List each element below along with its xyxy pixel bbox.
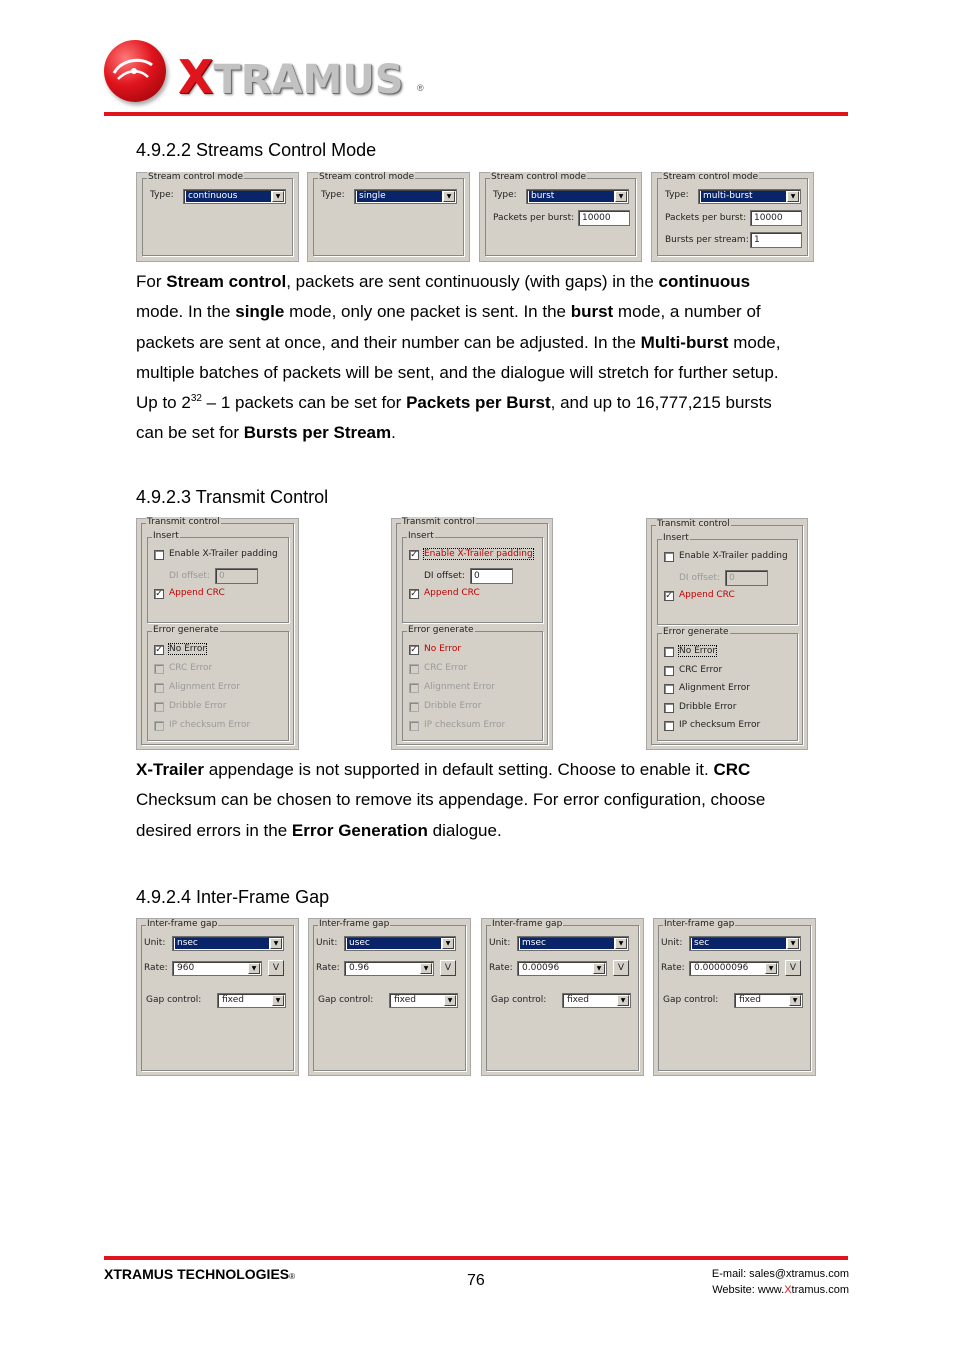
dropdown-arrow-icon[interactable]: ▼	[270, 938, 282, 949]
fieldset-legend: Inter-frame gap	[147, 919, 218, 929]
append-crc-label: Append CRC	[424, 588, 480, 598]
dropdown-arrow-icon[interactable]: ▼	[443, 191, 455, 202]
gap-control-label: Gap control:	[491, 995, 547, 1005]
unit-select[interactable]	[517, 936, 629, 951]
no-error-checkbox[interactable]	[664, 647, 674, 657]
packets-per-burst-input[interactable]: 10000	[578, 210, 630, 226]
footer-email: E-mail: sales@xtramus.com	[711, 1268, 849, 1280]
type-select[interactable]	[526, 189, 629, 204]
rate-apply-button[interactable]: V	[785, 960, 801, 976]
gap-control-select[interactable]	[734, 993, 803, 1008]
fieldset-legend: Transmit control	[402, 517, 475, 527]
xtrailer-checkbox[interactable]: ✓	[410, 550, 418, 560]
gap-control-select[interactable]	[562, 993, 631, 1008]
ip-checksum-error-checkbox[interactable]	[409, 721, 419, 731]
fieldset-legend: Stream control mode	[148, 172, 244, 182]
fieldset-legend: Stream control mode	[319, 172, 415, 182]
unit-select[interactable]	[344, 936, 456, 951]
no-error-checkbox[interactable]: ✓	[410, 645, 418, 655]
dropdown-arrow-icon[interactable]: ▼	[615, 938, 627, 949]
crc-error-label: CRC Error	[679, 665, 723, 675]
footer-company: XTRAMUS TECHNOLOGIES®	[104, 1266, 296, 1282]
alignment-error-checkbox[interactable]	[409, 683, 419, 693]
inter-frame-gap-panel-nsec	[136, 918, 299, 1076]
crc-error-checkbox[interactable]	[154, 664, 164, 674]
xtrailer-label: Enable X-Trailer padding	[679, 551, 788, 561]
rate-apply-button[interactable]: V	[268, 960, 284, 976]
append-crc-label: Append CRC	[679, 590, 735, 600]
dropdown-arrow-icon[interactable]: ▼	[444, 995, 456, 1006]
bursts-per-stream-input[interactable]: 1	[750, 232, 802, 248]
section-title-inter-frame-gap: 4.9.2.4 Inter-Frame Gap	[136, 887, 330, 907]
logo-wordmark: XTRAMUS	[178, 50, 404, 104]
dropdown-arrow-icon[interactable]: ▼	[615, 191, 627, 202]
gap-control-value: fixed	[739, 995, 761, 1005]
rate-label: Rate:	[316, 963, 340, 973]
page-number: 76	[467, 1272, 485, 1289]
gap-control-value: fixed	[222, 995, 244, 1005]
unit-label: Unit:	[144, 938, 166, 948]
gap-control-select[interactable]	[389, 993, 458, 1008]
alignment-error-checkbox[interactable]	[154, 683, 164, 693]
inter-frame-gap-panel-msec	[481, 918, 644, 1076]
dioffset-input[interactable]: 0	[470, 568, 513, 584]
bursts-per-stream-label: Bursts per stream:	[665, 235, 749, 245]
ip-checksum-error-checkbox[interactable]	[664, 721, 674, 731]
dropdown-arrow-icon[interactable]: ▼	[789, 995, 801, 1006]
unit-value: nsec	[175, 938, 269, 949]
no-error-label: No Error	[424, 644, 462, 654]
fieldset-legend: Insert	[408, 531, 434, 541]
stream-control-panel-continuous	[136, 172, 299, 262]
rate-label: Rate:	[661, 963, 685, 973]
transmit-control-description: X-Trailer appendage is not supported in default setting. Choose to enable it. CRC Checksum can be chosen to remove its appendage. For error configuration, choose desired errors in the Error Generation dialogue.	[136, 760, 766, 840]
header-rule	[104, 112, 848, 116]
gap-control-label: Gap control:	[663, 995, 719, 1005]
dioffset-label: DI offset:	[679, 573, 720, 583]
dropdown-arrow-icon[interactable]: ▼	[272, 191, 284, 202]
unit-label: Unit:	[489, 938, 511, 948]
inter-frame-gap-panel-usec	[308, 918, 471, 1076]
logo-registered-mark: ®	[417, 83, 424, 93]
unit-value: usec	[347, 938, 441, 949]
dioffset-input[interactable]: 0	[725, 570, 768, 586]
dribble-error-checkbox[interactable]	[154, 702, 164, 712]
packets-per-burst-input[interactable]: 10000	[750, 210, 802, 226]
type-label: Type:	[150, 190, 174, 200]
gap-control-select[interactable]	[217, 993, 286, 1008]
fieldset-legend: Inter-frame gap	[319, 919, 390, 929]
section-title-stream-control: 4.9.2.2 Streams Control Mode	[136, 140, 377, 160]
footer-contact	[712, 1267, 849, 1298]
append-crc-checkbox[interactable]: ✓	[155, 589, 163, 599]
fieldset-legend: Inter-frame gap	[492, 919, 563, 929]
ip-checksum-error-checkbox[interactable]	[154, 721, 164, 731]
xtrailer-checkbox[interactable]	[154, 550, 164, 560]
append-crc-label: Append CRC	[169, 588, 225, 598]
packets-per-burst-label: Packets per burst:	[493, 213, 575, 223]
dropdown-arrow-icon[interactable]: ▼	[765, 963, 777, 974]
dribble-error-label: Dribble Error	[169, 701, 227, 711]
no-error-label: No Error	[169, 644, 207, 654]
dropdown-arrow-icon[interactable]: ▼	[787, 938, 799, 949]
fieldset-legend: Error generate	[663, 627, 729, 637]
no-error-checkbox[interactable]: ✓	[155, 645, 163, 655]
dropdown-arrow-icon[interactable]: ▼	[420, 963, 432, 974]
unit-label: Unit:	[661, 938, 683, 948]
dropdown-arrow-icon[interactable]: ▼	[617, 995, 629, 1006]
fieldset-legend: Transmit control	[657, 519, 730, 529]
dropdown-arrow-icon[interactable]: ▼	[787, 191, 799, 202]
fieldset-legend: Stream control mode	[663, 172, 759, 182]
rate-value: 0.00096	[522, 963, 560, 973]
xtrailer-checkbox[interactable]	[664, 552, 674, 562]
rate-value: 960	[177, 963, 195, 973]
type-value: burst	[529, 191, 614, 202]
alignment-error-label: Alignment Error	[679, 683, 750, 693]
type-label: Type:	[493, 190, 517, 200]
dribble-error-label: Dribble Error	[679, 702, 737, 712]
gap-control-value: fixed	[567, 995, 589, 1005]
stream-control-panel-multi-burst	[651, 172, 814, 262]
type-label: Type:	[321, 190, 345, 200]
fieldset-legend: Inter-frame gap	[664, 919, 735, 929]
type-select[interactable]	[698, 189, 801, 204]
alignment-error-label: Alignment Error	[424, 682, 495, 692]
footer-website: Website: www.Xtramus.com	[712, 1283, 849, 1296]
footer-rule	[104, 1256, 848, 1260]
no-error-label: No Error	[679, 646, 717, 656]
transmit-control-panel-errors	[646, 518, 808, 750]
ip-checksum-error-label: IP checksum Error	[169, 720, 251, 730]
alignment-error-checkbox[interactable]	[664, 684, 674, 694]
fieldset-legend: Stream control mode	[491, 172, 587, 182]
xtrailer-label: Enable X-Trailer padding	[169, 549, 278, 559]
gap-control-label: Gap control:	[146, 995, 202, 1005]
inter-frame-gap-panel-sec	[653, 918, 816, 1076]
stream-control-description: For Stream control, packets are sent continuously (with gaps) in the continuous mode. In the single mode, only one packet is sent. In the burst mode, a number of packets are sent at once, and their number can be adjusted. In the Multi-burst mode, multiple batches of packets will be sent, and the dialogue will stretch for further setup. Up to $2^{32} - 1$ packets can be set for Packets per Burst, and up to 16,777,215 bursts can be set for Bursts per Stream.	[136, 272, 781, 443]
append-crc-checkbox[interactable]: ✓	[410, 589, 418, 599]
unit-select[interactable]	[172, 936, 284, 951]
dioffset-input[interactable]: 0	[215, 568, 258, 584]
type-value: multi-burst	[701, 191, 786, 202]
dropdown-arrow-icon[interactable]: ▼	[272, 995, 284, 1006]
dribble-error-checkbox[interactable]	[409, 702, 419, 712]
unit-label: Unit:	[316, 938, 338, 948]
unit-value: sec	[692, 938, 786, 949]
type-select[interactable]	[354, 189, 457, 204]
gap-control-label: Gap control:	[318, 995, 374, 1005]
transmit-control-panel-xtrailer	[391, 518, 553, 750]
crc-error-checkbox[interactable]	[664, 666, 674, 676]
fieldset-legend: Error generate	[408, 625, 474, 635]
rate-value: 0.96	[349, 963, 370, 973]
rate-label: Rate:	[489, 963, 513, 973]
rate-select[interactable]	[517, 961, 607, 976]
dropdown-arrow-icon[interactable]: ▼	[442, 938, 454, 949]
stream-control-panel-burst	[479, 172, 642, 262]
type-value: single	[357, 191, 442, 202]
crc-error-checkbox[interactable]	[409, 664, 419, 674]
packets-per-burst-label: Packets per burst:	[665, 213, 747, 223]
rate-apply-button[interactable]: V	[613, 960, 629, 976]
stream-control-panel-single	[307, 172, 470, 262]
ip-checksum-error-label: IP checksum Error	[424, 720, 506, 730]
dropdown-arrow-icon[interactable]: ▼	[593, 963, 605, 974]
section-title-transmit-control: 4.9.2.3 Transmit Control	[136, 487, 329, 507]
ip-checksum-error-label: IP checksum Error	[679, 720, 761, 730]
fieldset-legend: Error generate	[153, 625, 219, 635]
xtrailer-label: Enable X-Trailer padding	[424, 549, 533, 559]
rate-label: Rate:	[144, 963, 168, 973]
dropdown-arrow-icon[interactable]: ▼	[248, 963, 260, 974]
append-crc-checkbox[interactable]: ✓	[665, 591, 673, 601]
unit-select[interactable]	[689, 936, 801, 951]
type-value: continuous	[186, 191, 271, 202]
alignment-error-label: Alignment Error	[169, 682, 240, 692]
dioffset-label: DI offset:	[424, 571, 465, 581]
rate-value: 0.00000096	[694, 963, 749, 973]
crc-error-label: CRC Error	[169, 663, 213, 673]
fieldset-legend: Insert	[663, 533, 689, 543]
unit-value: msec	[520, 938, 614, 949]
dribble-error-checkbox[interactable]	[664, 703, 674, 713]
rate-select[interactable]	[172, 961, 262, 976]
rate-select[interactable]	[689, 961, 779, 976]
type-select[interactable]	[183, 189, 286, 204]
crc-error-label: CRC Error	[424, 663, 468, 673]
transmit-control-panel-default	[136, 518, 299, 750]
logo-swirl-icon	[112, 55, 156, 85]
rate-apply-button[interactable]: V	[440, 960, 456, 976]
gap-control-value: fixed	[394, 995, 416, 1005]
fieldset-legend: Transmit control	[147, 517, 220, 527]
type-label: Type:	[665, 190, 689, 200]
dribble-error-label: Dribble Error	[424, 701, 482, 711]
rate-select[interactable]	[344, 961, 434, 976]
dioffset-label: DI offset:	[169, 571, 210, 581]
fieldset-legend: Insert	[153, 531, 179, 541]
